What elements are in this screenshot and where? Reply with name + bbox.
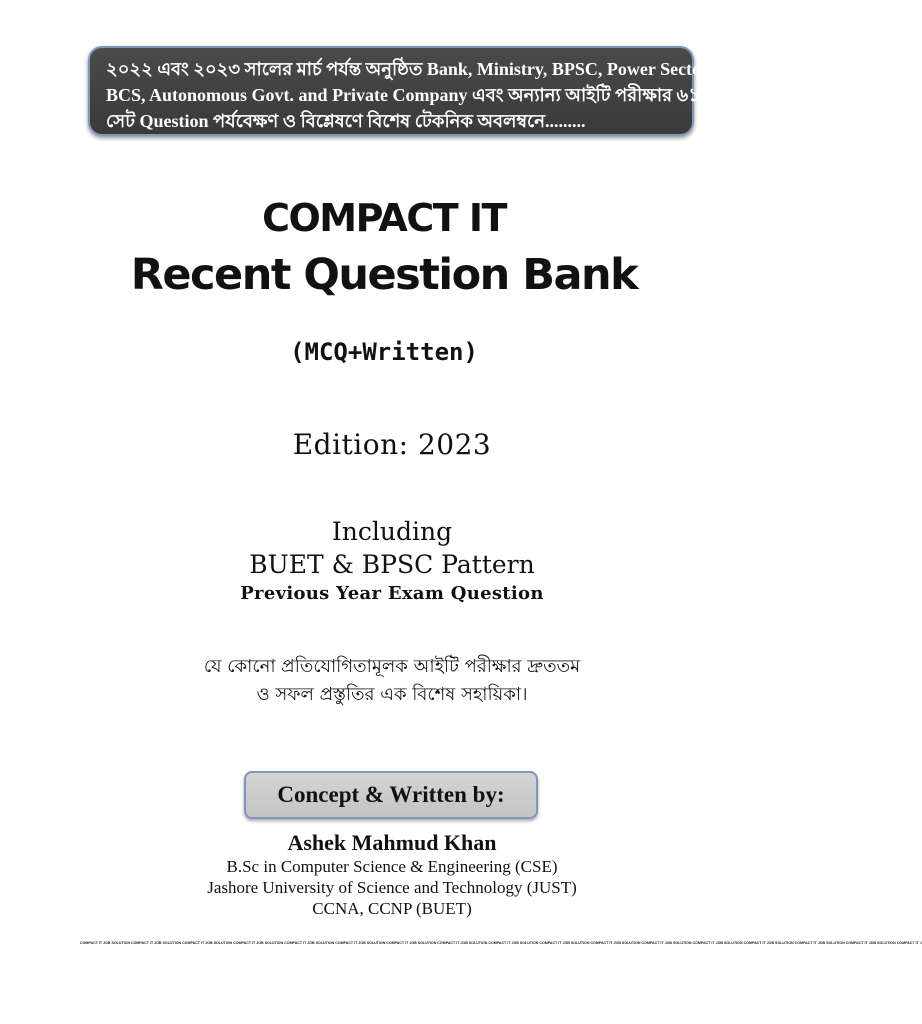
- subtitle-mcq-written: (MCQ+Written): [290, 338, 478, 366]
- banner-line-2: BCS, Autonomous Govt. and Private Company এবং অন্যান্য আইটি পরীক্ষার ৬১: [106, 85, 700, 105]
- author-certifications: CCNA, CCNP (BUET): [312, 899, 472, 918]
- including-label: Including: [331, 517, 453, 546]
- banner-line-3: সেট Question পর্যবেক্ষণ ও বিশ্লেষণে বিশেষ টেকনিক অবলম্বনে.........: [106, 111, 586, 131]
- edition-label: Edition: 2023: [292, 428, 492, 461]
- concept-written-by-box: Concept & Written by:: [244, 771, 538, 819]
- top-banner: [88, 46, 712, 136]
- title-compact-it: COMPACT IT: [262, 196, 506, 240]
- author-name: Ashek Mahmud Khan: [287, 830, 497, 855]
- author-university: Jashore University of Science and Technology (JUST): [207, 878, 577, 897]
- author-degree: B.Sc in Computer Science & Engineering (CSE): [226, 857, 558, 876]
- banner-line-1: ২০২২ এবং ২০২৩ সালের মার্চ পর্যন্ত অনুষ্ঠিত Bank, Ministry, BPSC, Power Sector,: [106, 59, 712, 79]
- pattern-label: BUET & BPSC Pattern: [249, 550, 535, 579]
- footer-watermark-strip: COMPACT IT JOB SOLUTION COMPACT IT JOB SOLUTION COMPACT IT JOB SOLUTION COMPACT IT JOB SOLUTION COMPACT IT JOB SOLUTION COMPACT IT JOB SOLUTION COMPACT IT JOB SOLUTION COMPACT IT JOB SOLUTION COMPACT IT JOB SOLUTION COMPACT IT JOB SOLUTION COMPACT IT JOB SOLUTION COMPACT IT JOB SOLUTION COMPACT IT JOB SOLUTION COMPACT IT JOB SOLUTION COMPACT IT JOB SOLUTION COMPACT IT JOB SOLUTION COMPACT IT J: [80, 941, 922, 945]
- previous-year-label: Previous Year Exam Question: [240, 583, 544, 604]
- tagline-line-1: যে কোনো প্রতিযোগিতামূলক আইটি পরীক্ষার দ্রুততম: [203, 656, 581, 677]
- title-recent-question-bank: Recent Question Bank: [130, 250, 638, 300]
- tagline-line-2: ও সফল প্রস্তুতির এক বিশেষ সহায়িকা।: [256, 684, 528, 705]
